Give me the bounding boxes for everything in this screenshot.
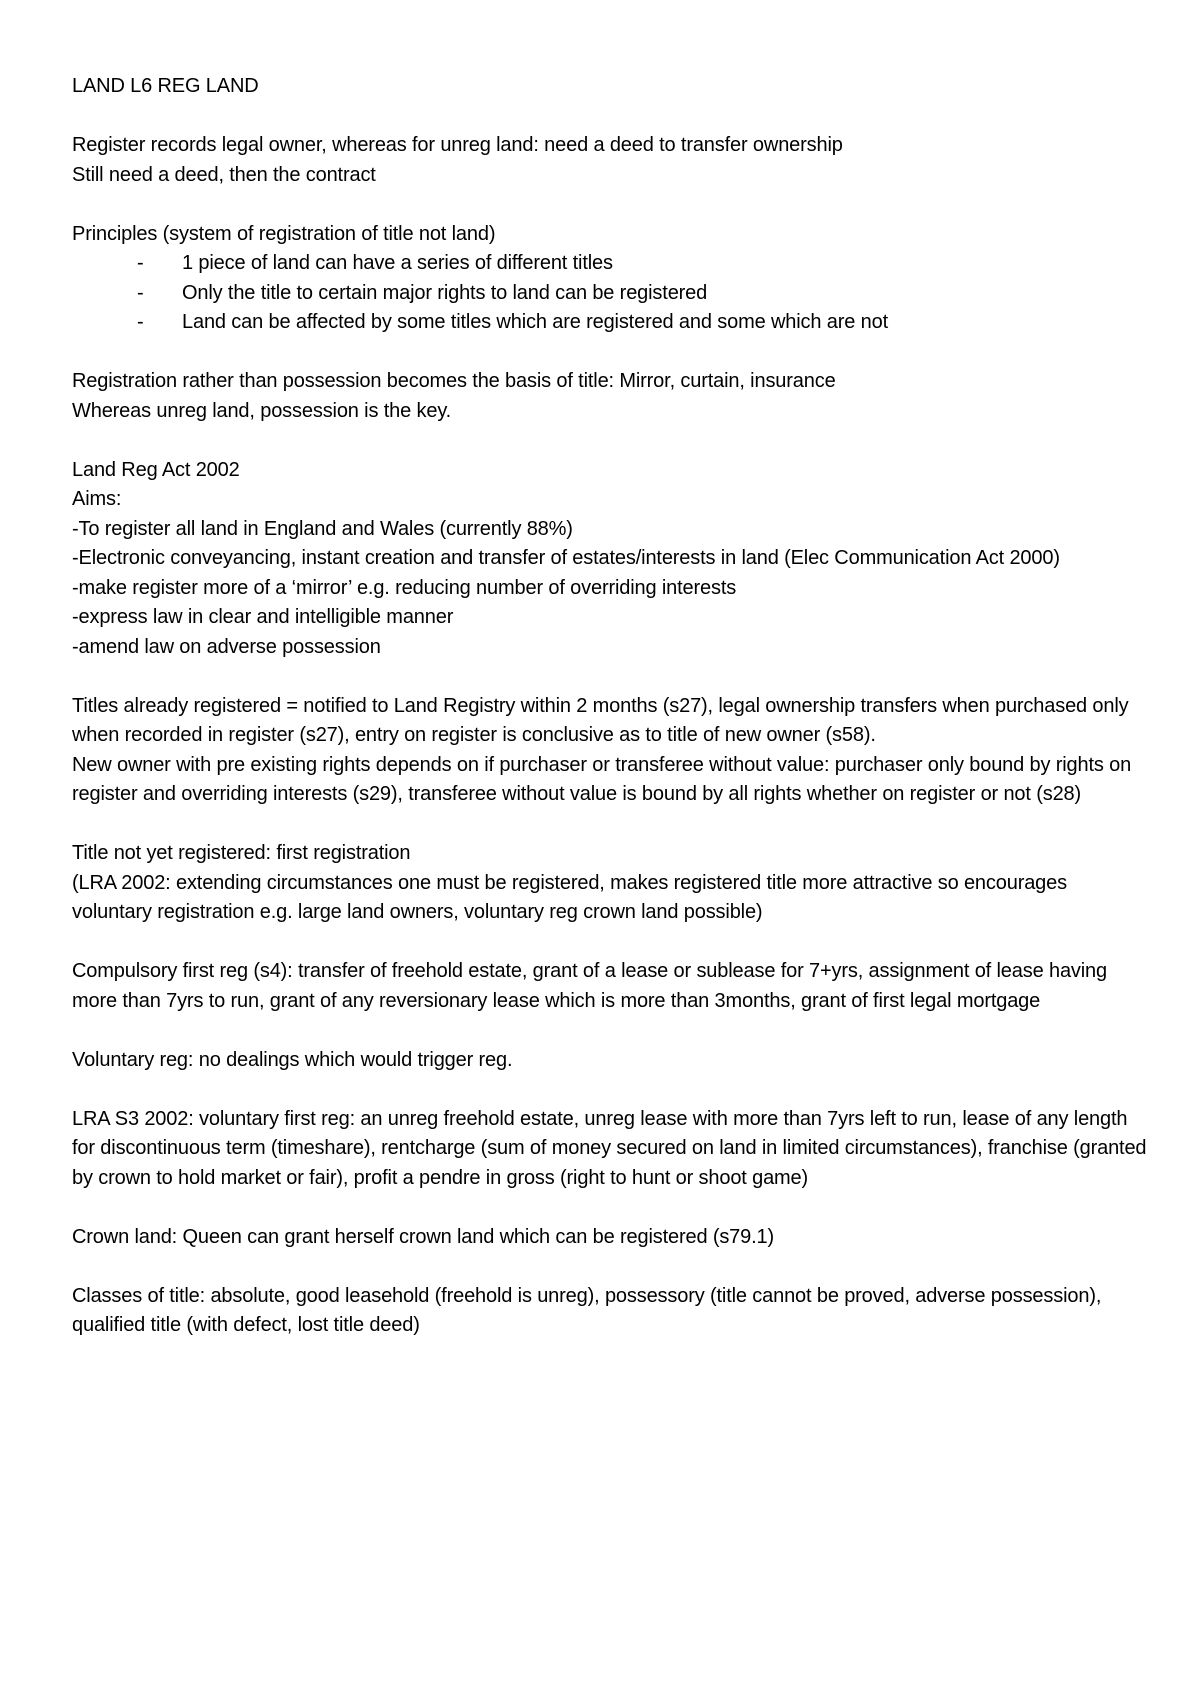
intro-line: Register records legal owner, whereas for unreg land: need a deed to transfer ownership <box>72 134 843 156</box>
classes-of-title-paragraph: Classes of title: absolute, good leasehold (freehold is unreg), possessory (title cannot be proved, adverse possession), qualified title (with defect, lost title deed) <box>72 1284 1102 1336</box>
principles-heading: Principles (system of registration of title not land) <box>72 222 496 245</box>
registered-titles-paragraph: Titles already registered = notified to Land Registry within 2 months (s27), legal ownership transfers when purchased only when recorded in register (s27), entry on register is conclusive as to title of new owner (s58). <box>72 694 1129 746</box>
list-item: - Land can be affected by some titles which are registered and some which are not <box>182 308 1152 338</box>
bullet-marker: - <box>137 311 144 333</box>
document-title: LAND L6 REG LAND <box>72 75 259 97</box>
list-item: - 1 piece of land can have a series of different titles <box>182 249 1152 279</box>
lra-s3-paragraph: LRA S3 2002: voluntary first reg: an unreg freehold estate, unreg lease with more than 7yrs left to run, lease of any length for discontinuous term (timeshare), rentcharge (sum of money secured on land in limited circumstances), franchise (granted by crown to hold market or fair), profit a pendre in gross (right to hunt or shoot game) <box>72 1107 1147 1189</box>
principles-paragraph: Whereas unreg land, possession is the key. <box>72 399 452 422</box>
principles-list <box>72 249 1152 338</box>
first-registration-heading: Title not yet registered: first registration <box>72 842 411 864</box>
aim-item: -Electronic conveyancing, instant creation and transfer of estates/interests in land (Elec Communication Act 2000) <box>72 547 1060 569</box>
new-owner-paragraph: New owner with pre existing rights depends on if purchaser or transferee without value: purchaser only bound by rights on register and overriding interests (s29), transferee without value is bound by all rights whether on register or not (s28) <box>72 753 1132 805</box>
first-registration-intro: (LRA 2002: extending circumstances one must be registered, makes registered title more attractive so encourages voluntary registration e.g. large land owners, voluntary reg crown land possible) <box>72 871 1067 923</box>
aim-item: -make register more of a ‘mirror’ e.g. reducing number of overriding interests <box>72 576 737 599</box>
lra-heading: Land Reg Act 2002 <box>72 458 240 481</box>
aim-item: -To register all land in England and Wales (currently 88%) <box>72 517 573 540</box>
compulsory-registration-paragraph: Compulsory first reg (s4): transfer of freehold estate, grant of a lease or sublease for 7+yrs, assignment of lease having more than 7yrs to run, grant of any reversionary lease which is more than 3months, grant of first legal mortgage <box>72 960 1108 1012</box>
bullet-marker: - <box>137 252 144 274</box>
bullet-marker: - <box>137 281 144 304</box>
crown-land-paragraph: Crown land: Queen can grant herself crown land which can be registered (s79.1) <box>72 1225 775 1248</box>
aim-item: -express law in clear and intelligible manner <box>72 606 454 628</box>
aim-item: -amend law on adverse possession <box>72 635 381 658</box>
aims-label: Aims: <box>72 488 122 510</box>
list-item: - Only the title to certain major rights to land can be registered <box>182 279 1152 309</box>
intro-subline: Still need a deed, then the contract <box>72 163 376 186</box>
document-body <box>72 72 1152 1341</box>
principles-paragraph: Registration rather than possession becomes the basis of title: Mirror, curtain, insurance <box>72 370 836 392</box>
voluntary-registration-paragraph: Voluntary reg: no dealings which would trigger reg. <box>72 1048 513 1071</box>
